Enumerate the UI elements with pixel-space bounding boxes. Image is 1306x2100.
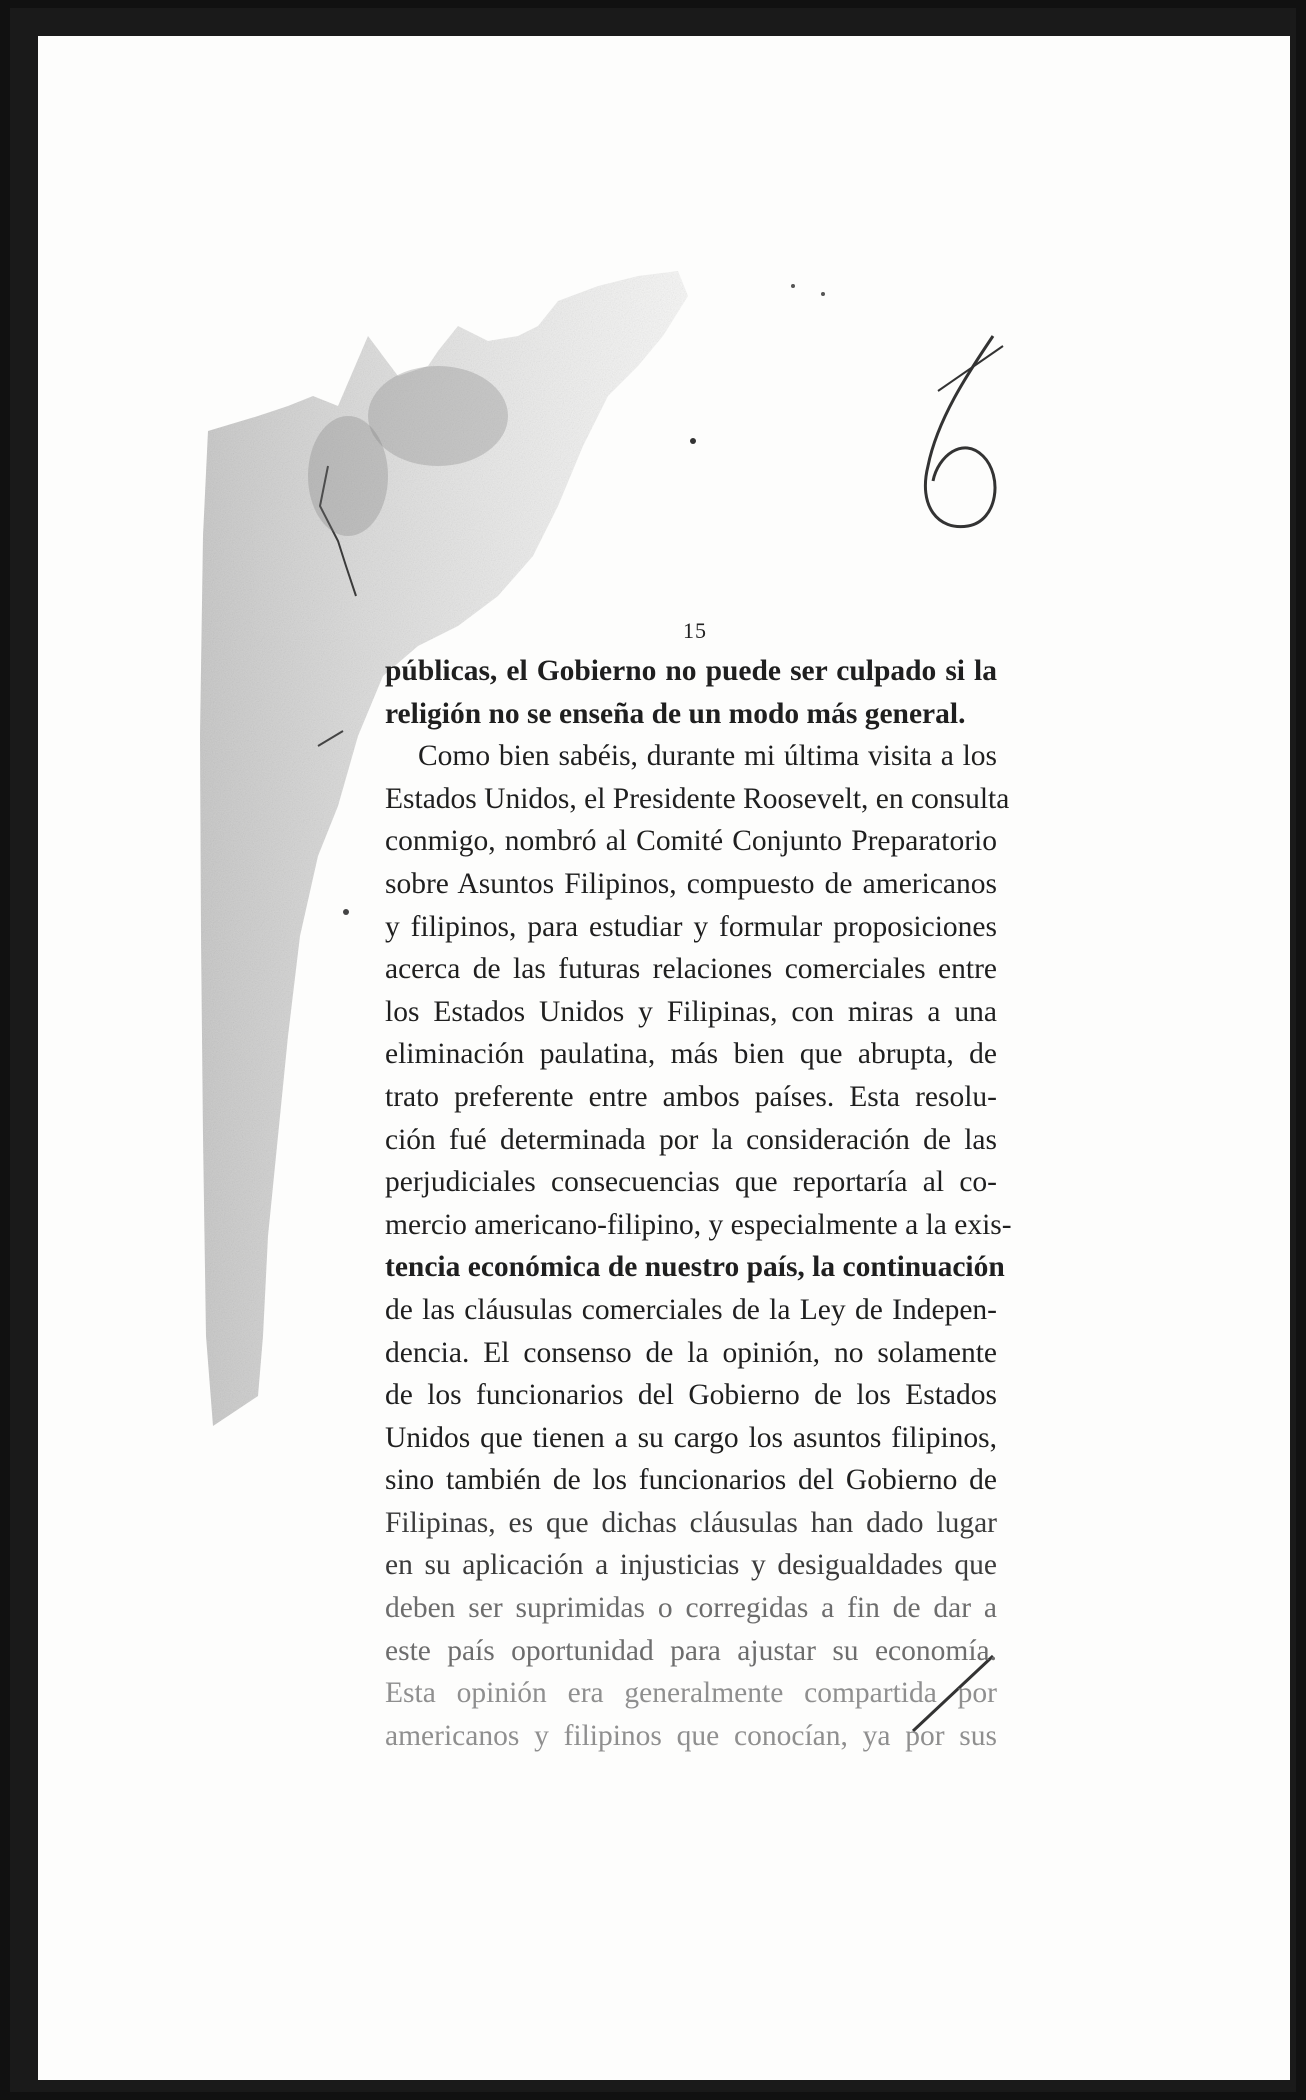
ink-speck: [690, 438, 696, 444]
text-line: mercio americano-filipino, y especialmente a la exis-: [385, 1208, 1012, 1241]
text-line: de las cláusulas comerciales de la Ley de Indepen-: [385, 1293, 997, 1326]
text-line: conmigo, nombró al Comité Conjunto Preparatorio: [385, 825, 997, 858]
ink-speck: [343, 909, 349, 915]
text-line: sobre Asuntos Filipinos, compuesto de americanos: [385, 867, 997, 900]
page-sheet: [38, 36, 1290, 2080]
text-line: eliminación paulatina, más bien que abrupta, de: [385, 1038, 997, 1071]
text-line: tencia económica de nuestro país, la continuación: [385, 1251, 1005, 1284]
text-line: trato preferente entre ambos países. Esta resolu-: [385, 1080, 997, 1113]
handwritten-six-mark: [925, 336, 1003, 527]
text-line: en su aplicación a injusticias y desigualdades que: [385, 1549, 997, 1582]
body-text: [385, 650, 1012, 1757]
ink-speck: [791, 284, 795, 288]
text-line: y filipinos, para estudiar y formular proposiciones: [385, 910, 997, 943]
text-line: los Estados Unidos y Filipinas, con miras a una: [385, 995, 997, 1028]
text-line: sino también de los funcionarios del Gobierno de: [385, 1464, 997, 1497]
text-line: americanos y filipinos que conocían, ya por sus: [385, 1719, 997, 1752]
text-line: deben ser suprimidas o corregidas a fin de dar a: [385, 1592, 997, 1625]
text-line: Como bien sabéis, durante mi última visita a los: [418, 740, 997, 773]
ink-speck: [821, 292, 825, 296]
pencil-tick: [318, 731, 343, 746]
text-line: Estados Unidos, el Presidente Roosevelt, en consulta: [385, 782, 1010, 815]
text-line: este país oportunidad para ajustar su economía.: [385, 1634, 997, 1667]
text-line: religión no se enseña de un modo más general.: [385, 697, 966, 730]
scan-frame: [10, 8, 1296, 2092]
page-number: 15: [683, 618, 707, 643]
text-line: dencia. El consenso de la opinión, no solamente: [385, 1336, 997, 1369]
text-line: de los funcionarios del Gobierno de los Estados: [385, 1379, 997, 1412]
text-line: Esta opinión era generalmente compartida por: [385, 1677, 997, 1710]
text-line: Filipinas, es que dichas cláusulas han dado lugar: [385, 1506, 997, 1539]
text-line: públicas, el Gobierno no puede ser culpado si la: [385, 655, 997, 687]
text-line: acerca de las futuras relaciones comerciales entre: [385, 953, 997, 986]
text-line: ción fué determinada por la consideración de las: [385, 1123, 997, 1156]
text-line: perjudiciales consecuencias que reportaría al co-: [385, 1166, 997, 1199]
text-line: Unidos que tienen a su cargo los asuntos filipinos,: [385, 1421, 997, 1454]
